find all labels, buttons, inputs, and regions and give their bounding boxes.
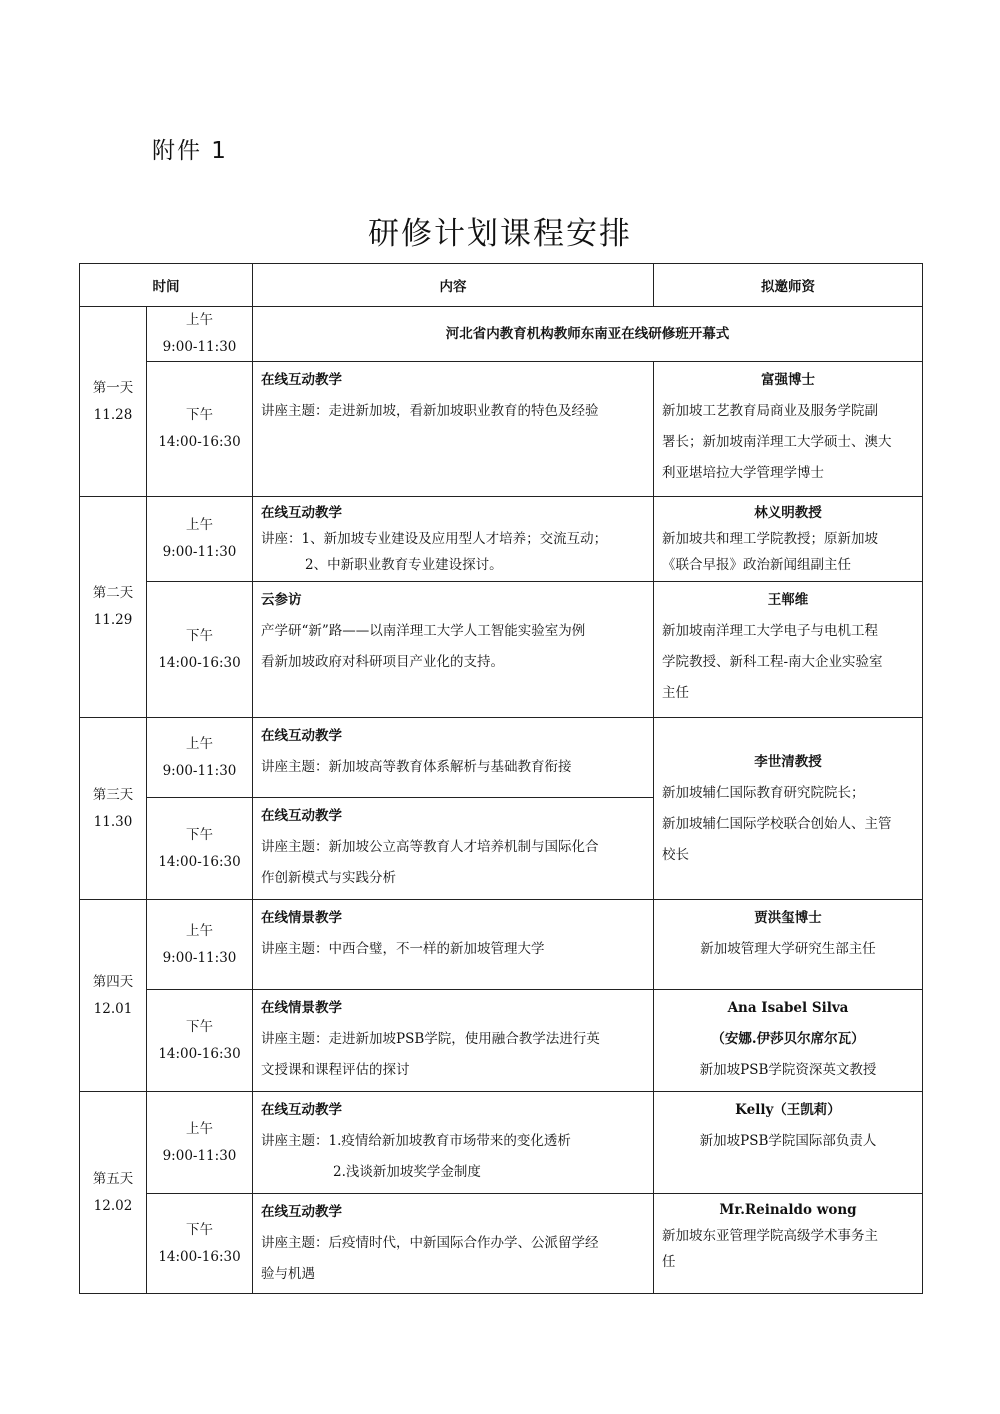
teacher-name: Mr.Reinaldo wong bbox=[719, 1202, 857, 1218]
slot-label: 下午 bbox=[186, 1221, 213, 1238]
day-label: 第四天 bbox=[92, 973, 134, 990]
content-cell bbox=[253, 1092, 654, 1194]
teacher-line: 新加坡PSB学院国际部负责人 bbox=[699, 1133, 877, 1149]
teacher-line: 主任 bbox=[662, 685, 689, 701]
slot-time: 9:00-11:30 bbox=[162, 544, 237, 560]
content-cell bbox=[253, 1194, 654, 1294]
slot-cell bbox=[147, 900, 253, 990]
teacher-cell bbox=[654, 582, 923, 718]
content-title: 在线情景教学 bbox=[261, 910, 342, 926]
teacher-name: 林义明教授 bbox=[754, 505, 822, 521]
content-title: 在线互动教学 bbox=[261, 808, 342, 824]
teacher-cell bbox=[654, 718, 923, 900]
content-title: 在线互动教学 bbox=[261, 372, 342, 388]
teacher-line: 利亚堪培拉大学管理学博士 bbox=[662, 465, 824, 481]
header-content: 内容 bbox=[253, 264, 654, 307]
content-cell bbox=[253, 497, 654, 582]
day-date: 12.01 bbox=[93, 1000, 133, 1017]
teacher-line: 校长 bbox=[662, 846, 689, 863]
teacher-cell bbox=[654, 990, 923, 1092]
slot-label: 上午 bbox=[186, 1120, 213, 1137]
slot-cell bbox=[147, 362, 253, 497]
content-cell bbox=[253, 718, 654, 798]
content-line: 讲座主题：后疫情时代，中新国际合作办学、公派留学经 bbox=[261, 1235, 599, 1251]
teacher-line: 新加坡共和理工学院教授；原新加坡 bbox=[662, 531, 878, 547]
teacher-line: 新加坡辅仁国际教育研究院院长； bbox=[662, 784, 865, 801]
content-line: 产学研“新”路——以南洋理工大学人工智能实验室为例 bbox=[261, 623, 586, 639]
teacher-line: 《联合早报》政治新闻组副主任 bbox=[662, 557, 851, 573]
content-cell bbox=[253, 362, 654, 497]
content-cell bbox=[253, 582, 654, 718]
content-title: 在线互动教学 bbox=[261, 1204, 342, 1220]
day-cell bbox=[80, 900, 147, 1092]
slot-cell bbox=[147, 718, 253, 798]
attachment-label: 附件 1 bbox=[152, 138, 228, 164]
day-cell bbox=[80, 307, 147, 497]
slot-time: 14:00-16:30 bbox=[158, 853, 241, 870]
table-row bbox=[80, 307, 923, 362]
teacher-line: 学院教授、新科工程-南大企业实验室 bbox=[662, 654, 883, 670]
day-date: 12.02 bbox=[93, 1197, 133, 1214]
teacher-line: 新加坡PSB学院资深英文教授 bbox=[699, 1062, 877, 1078]
content-title: 在线互动教学 bbox=[261, 505, 342, 521]
content-cell bbox=[253, 798, 654, 900]
schedule-table bbox=[79, 263, 923, 1294]
slot-label: 上午 bbox=[186, 922, 213, 939]
content-line: 讲座主题：新加坡高等教育体系解析与基础教育衔接 bbox=[261, 759, 572, 775]
slot-time: 14:00-16:30 bbox=[158, 654, 241, 671]
teacher-cell bbox=[654, 497, 923, 582]
header-teacher: 拟邀师资 bbox=[654, 264, 923, 307]
content-line: 作创新模式与实践分析 bbox=[261, 870, 396, 886]
day-date: 11.29 bbox=[93, 612, 133, 628]
teacher-cell bbox=[654, 1092, 923, 1194]
slot-time: 14:00-16:30 bbox=[158, 1248, 241, 1265]
content-line: 讲座主题：1.疫情给新加坡教育市场带来的变化透析 bbox=[261, 1133, 571, 1149]
content-title: 云参访 bbox=[261, 592, 302, 608]
slot-cell bbox=[147, 1194, 253, 1294]
table-row bbox=[80, 718, 923, 798]
day-date: 11.30 bbox=[93, 813, 133, 830]
day-cell bbox=[80, 1092, 147, 1294]
content-title: 在线情景教学 bbox=[261, 1000, 342, 1016]
teacher-cell bbox=[654, 900, 923, 990]
day-cell bbox=[80, 718, 147, 900]
content-line: 讲座：1、新加坡专业建设及应用型人才培养；交流互动； bbox=[261, 531, 608, 547]
slot-cell bbox=[147, 990, 253, 1092]
table-header-row bbox=[80, 264, 923, 307]
content-line: 讲座主题：走进新加坡，看新加坡职业教育的特色及经验 bbox=[261, 403, 599, 419]
slot-label: 下午 bbox=[186, 627, 213, 644]
page-title: 研修计划课程安排 bbox=[368, 216, 632, 252]
slot-cell bbox=[147, 582, 253, 718]
slot-time: 9:00-11:30 bbox=[162, 1147, 237, 1164]
teacher-line: 新加坡南洋理工大学电子与电机工程 bbox=[662, 623, 878, 639]
table-row bbox=[80, 362, 923, 497]
slot-cell bbox=[147, 798, 253, 900]
teacher-name: 李世清教授 bbox=[754, 753, 822, 770]
teacher-line: 新加坡工艺教育局商业及服务学院副 bbox=[662, 403, 878, 419]
content-cell bbox=[253, 990, 654, 1092]
table-row bbox=[80, 1194, 923, 1294]
slot-label: 上午 bbox=[186, 312, 213, 328]
slot-label: 上午 bbox=[186, 735, 213, 752]
slot-label: 上午 bbox=[186, 517, 213, 533]
day-cell bbox=[80, 497, 147, 718]
content-title: 在线互动教学 bbox=[261, 1102, 342, 1118]
day-label: 第二天 bbox=[92, 585, 134, 601]
slot-label: 下午 bbox=[186, 826, 213, 843]
teacher-line: 新加坡管理大学研究生部主任 bbox=[700, 941, 876, 957]
day-label: 第五天 bbox=[92, 1170, 134, 1187]
slot-time: 14:00-16:30 bbox=[158, 434, 241, 450]
teacher-name: 富强博士 bbox=[761, 372, 815, 388]
teacher-cell bbox=[654, 362, 923, 497]
teacher-name: 贾洪玺博士 bbox=[754, 910, 822, 926]
header-time: 时间 bbox=[80, 264, 253, 307]
content-line: 讲座主题：中西合璧，不一样的新加坡管理大学 bbox=[261, 941, 545, 957]
table-row bbox=[80, 1092, 923, 1194]
teacher-name: 王郸维 bbox=[767, 592, 809, 608]
content-line: 2、中新职业教育专业建设探讨。 bbox=[305, 557, 503, 573]
day-date: 11.28 bbox=[93, 406, 133, 423]
teacher-line: 新加坡东亚管理学院高级学术事务主 bbox=[662, 1228, 878, 1244]
slot-label: 下午 bbox=[186, 1018, 213, 1035]
day-label: 第一天 bbox=[92, 379, 134, 396]
teacher-line: 署长；新加坡南洋理工大学硕士、澳大 bbox=[662, 434, 892, 450]
teacher-name: Kelly（王凯莉） bbox=[735, 1102, 841, 1118]
slot-time: 14:00-16:30 bbox=[158, 1045, 241, 1062]
slot-time: 9:00-11:30 bbox=[162, 339, 237, 355]
table-row bbox=[80, 582, 923, 718]
slot-cell bbox=[147, 307, 253, 362]
slot-label: 下午 bbox=[186, 407, 213, 423]
content-line: 2.浅谈新加坡奖学金制度 bbox=[333, 1164, 481, 1180]
content-title: 在线互动教学 bbox=[261, 728, 342, 744]
content-line: 讲座主题：新加坡公立高等教育人才培养机制与国际化合 bbox=[261, 839, 599, 855]
teacher-cell bbox=[654, 1194, 923, 1294]
teacher-name: Ana Isabel Silva bbox=[727, 1000, 849, 1016]
slot-time: 9:00-11:30 bbox=[162, 949, 237, 966]
day-label: 第三天 bbox=[92, 786, 134, 803]
teacher-line: 任 bbox=[662, 1254, 676, 1270]
content-line: 看新加坡政府对科研项目产业化的支持。 bbox=[261, 654, 504, 670]
content-line: 文授课和课程评估的探讨 bbox=[261, 1062, 410, 1078]
content-line: 讲座主题：走进新加坡PSB学院，使用融合教学法进行英 bbox=[261, 1031, 600, 1047]
slot-time: 9:00-11:30 bbox=[162, 762, 237, 779]
content-line: 验与机遇 bbox=[261, 1266, 315, 1282]
slot-cell bbox=[147, 1092, 253, 1194]
table-row bbox=[80, 990, 923, 1092]
table-row bbox=[80, 900, 923, 990]
slot-cell bbox=[147, 497, 253, 582]
table-row bbox=[80, 497, 923, 582]
content-cell bbox=[253, 900, 654, 990]
opening-ceremony: 河北省内教育机构教师东南亚在线研修班开幕式 bbox=[253, 307, 923, 362]
teacher-name-chinese: （安娜.伊莎贝尔席尔瓦） bbox=[711, 1031, 865, 1047]
teacher-line: 新加坡辅仁国际学校联合创始人、主管 bbox=[662, 815, 892, 832]
